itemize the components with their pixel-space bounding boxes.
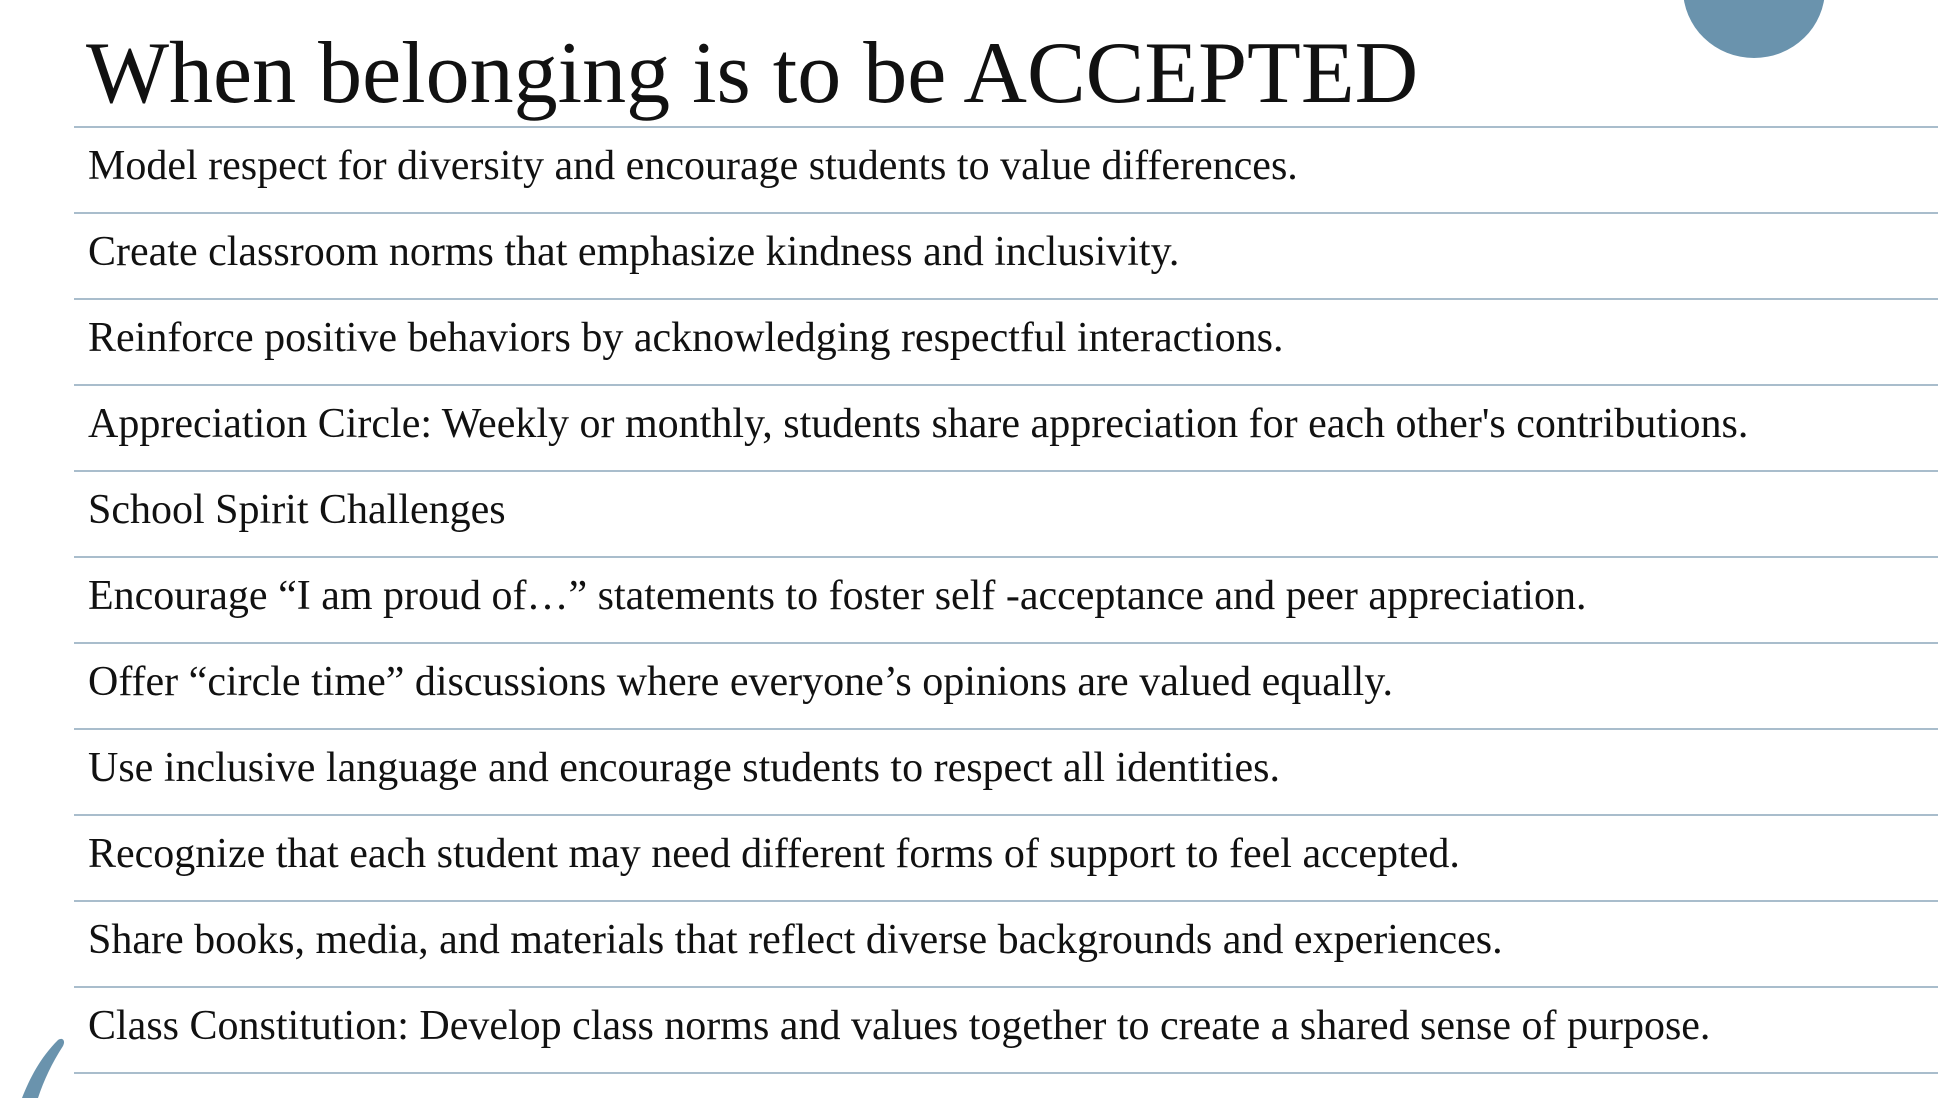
list-item xyxy=(74,128,1938,214)
strategy-list xyxy=(74,126,1938,1074)
decorative-brush-stroke xyxy=(0,1038,70,1098)
list-item-text: Class Constitution: Develop class norms and values together to create a shared sense of purpose. xyxy=(88,1003,1711,1049)
list-item xyxy=(74,644,1938,730)
list-item xyxy=(74,816,1938,902)
list-item xyxy=(74,300,1938,386)
list-item-text: Recognize that each student may need different forms of support to feel accepted. xyxy=(88,831,1460,877)
list-item-text: Create classroom norms that emphasize kindness and inclusivity. xyxy=(88,229,1180,275)
list-item xyxy=(74,558,1938,644)
decorative-circle xyxy=(1683,0,1825,58)
list-item-text: Offer “circle time” discussions where everyone’s opinions are valued equally. xyxy=(88,659,1394,705)
list-item-text: School Spirit Challenges xyxy=(88,487,506,533)
page-title: When belonging is to be ACCEPTED xyxy=(86,25,1419,122)
list-item-text: Encourage “I am proud of…” statements to foster self -acceptance and peer appreciation. xyxy=(88,573,1587,619)
list-item-text: Model respect for diversity and encourage students to value differences. xyxy=(88,143,1298,189)
list-item xyxy=(74,386,1938,472)
list-item-text: Share books, media, and materials that reflect diverse backgrounds and experiences. xyxy=(88,917,1503,963)
list-item xyxy=(74,472,1938,558)
list-item xyxy=(74,988,1938,1074)
list-item xyxy=(74,214,1938,300)
list-item xyxy=(74,730,1938,816)
list-item-text: Use inclusive language and encourage students to respect all identities. xyxy=(88,745,1280,791)
list-item-text: Appreciation Circle: Weekly or monthly, students share appreciation for each other's contributions. xyxy=(88,401,1749,447)
list-item-text: Reinforce positive behaviors by acknowledging respectful interactions. xyxy=(88,315,1284,361)
list-item xyxy=(74,902,1938,988)
